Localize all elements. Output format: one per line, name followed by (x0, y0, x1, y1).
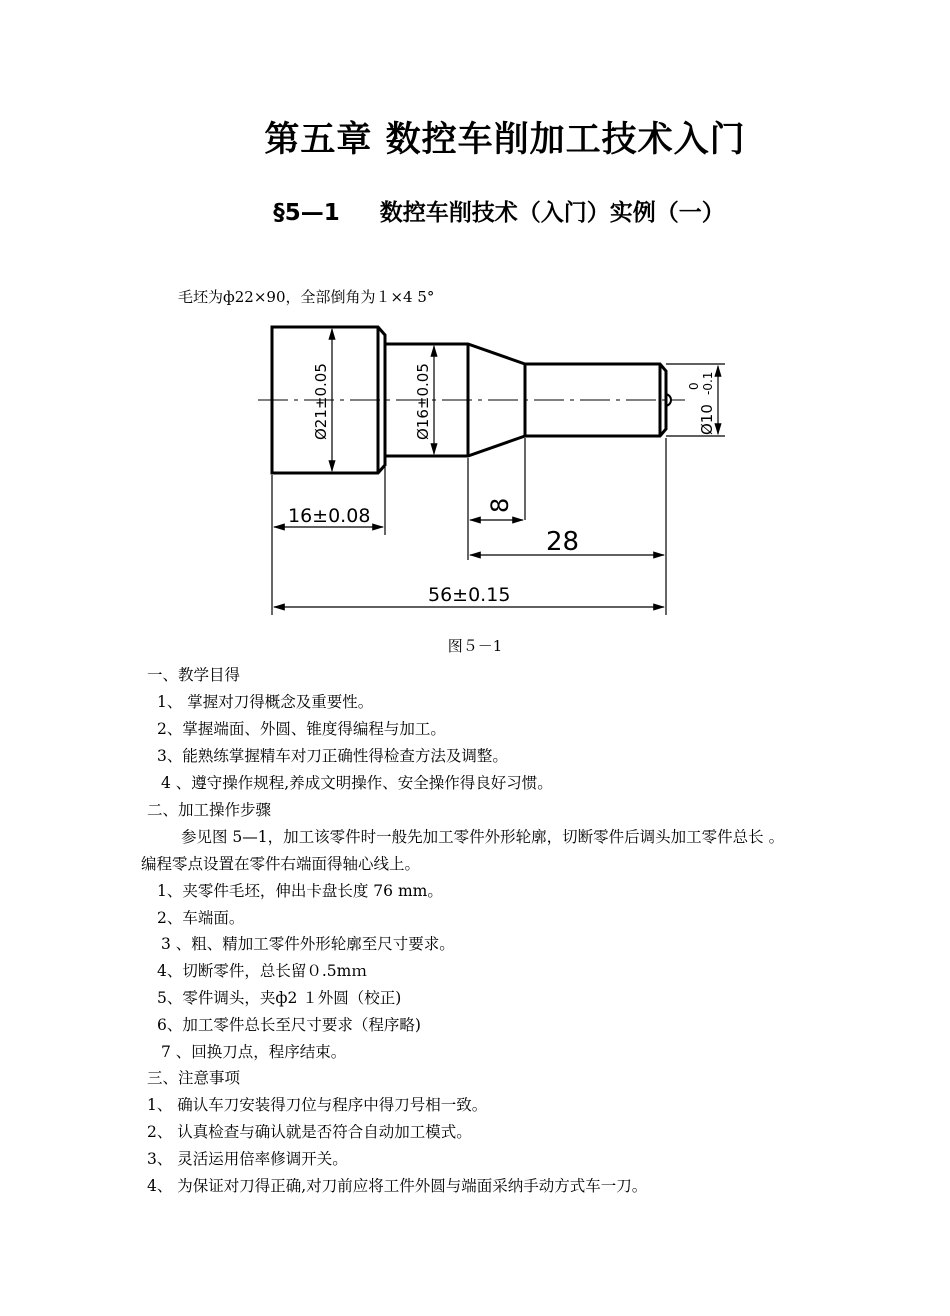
list-item: 7 、回换刀点，程序结束。 (161, 1043, 347, 1061)
list-item: 1、 确认车刀安装得刀位与程序中得刀号相一致。 (147, 1096, 488, 1114)
section-heading-goals: 一、教学目得 (147, 666, 241, 684)
list-item: 2、车端面。 (157, 909, 245, 927)
dim-diameter-10-lower-tol: -0.1 (701, 371, 715, 395)
list-item: 3 、粗、精加工零件外形轮廓至尺寸要求。 (161, 935, 455, 953)
section-heading-steps: 二、加工操作步骤 (147, 801, 272, 819)
list-item: 4、 为保证对刀得正确,对刀前应将工件外圆与端面采纳手动方式车一刀。 (147, 1177, 648, 1195)
figure-caption: 图５－1 (447, 637, 503, 655)
list-item: 4 、遵守操作规程,养成文明操作、安全操作得良好习惯。 (161, 774, 553, 792)
paragraph-line: 编程零点设置在零件右端面得轴心线上。 (141, 855, 421, 873)
list-item: 4、切断零件，总长留０.5mｍ (157, 962, 367, 980)
dim-length-16: 16±0.08 (288, 505, 371, 527)
section-heading-notes: 三、注意事项 (147, 1069, 241, 1087)
list-item: 6、加工零件总长至尺寸要求（程序略) (157, 1016, 421, 1034)
blank-stock-note: 毛坯为ф22×90，全部倒角为１×4 5° (178, 288, 435, 306)
section-subtitle: §5—1 数控车削技术（入门）实例（一） (273, 200, 725, 226)
list-item: 3、 灵活运用倍率修调开关。 (147, 1150, 348, 1168)
list-item: 1、 掌握对刀得概念及重要性。 (157, 693, 374, 711)
list-item: 3、能熟练掌握精车对刀正确性得检查方法及调整。 (157, 747, 508, 765)
dim-diameter-10: Ø10 (698, 404, 716, 435)
list-item: 1、夹零件毛坯，伸出卡盘长度 76 mm。 (157, 882, 443, 900)
dim-length-56: 56±0.15 (428, 584, 511, 606)
chapter-title: 第五章 数控车削加工技术入门 (264, 120, 746, 160)
list-item: 2、 认真检查与确认就是否符合自动加工模式。 (147, 1123, 472, 1141)
dim-diameter-21: Ø21±0.05 (312, 363, 330, 440)
dim-length-28: 28 (546, 527, 580, 557)
part-drawing (240, 315, 740, 620)
list-item: 2、掌握端面、外圆、锥度得编程与加工。 (157, 720, 446, 738)
dim-diameter-16: Ø16±0.05 (414, 363, 432, 440)
dim-diameter-10-upper-tol: 0 (687, 382, 701, 390)
dim-length-8: 8 (486, 497, 514, 513)
paragraph-line: 参见图 5—1，加工该零件时一般先加工零件外形轮廓，切断零件后调头加工零件总长 。 (181, 828, 785, 846)
list-item: 5、零件调头，夹ф2 １外圆（校正) (157, 989, 402, 1007)
